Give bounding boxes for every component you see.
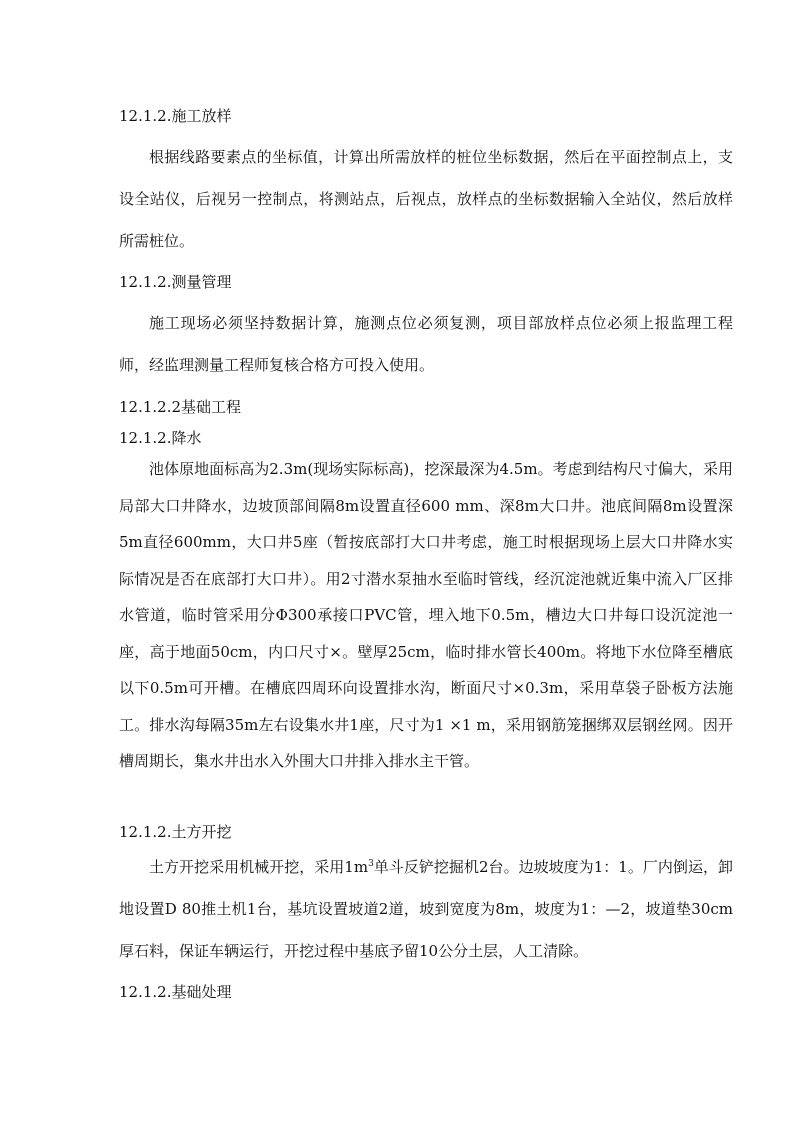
section-heading-foundation-treatment: 12.1.2.基础处理 [119,983,232,1001]
paragraph-dewatering: 池体原地面标高为2.3m(现场实际标高)，挖深最深为4.5m。考虑到结构尺寸偏大，采用局部大口井降水，边坡顶部间隔8m设置直径600 mm、深8m大口井。池底间隔8m设置深5m直径600mm，大口井5座（暂按底部打大口井考虑，施工时根据现场上层大口井降水实际情况是否在底部打大口井）。用2寸潜水泵抽水至临时管线，经沉淀池就近集中流入厂区排水管道，临时管采用分Φ300承接口PVC管，埋入地下0.5m，槽边大口井每口设沉淀池一座，高于地面50cm，内口尺寸×。壁厚25cm，临时排水管长400m。将地下水位降至槽底以下0.5m可开槽。在槽底四周环向设置排水沟，断面尺寸×0.3m，采用草袋子卧板方法施工。排水沟每隔35m左右设集水井1座，尺寸为1 ×1 m，采用钢筋笼捆绑双层钢丝网。因开槽周期长，集水井出水入外围大口井排入排水主干管。 [119,460,733,770]
section-heading-construction-layout: 12.1.2.施工放样 [119,107,232,125]
cubic-superscript: 3 [368,859,374,869]
paragraph-construction-layout: 根据线路要素点的坐标值，计算出所需放样的桩位坐标数据，然后在平面控制点上，支设全站仪，后视另一控制点，将测站点，后视点，放样点的坐标数据输入全站仪，然后放样所需桩位。 [119,148,733,250]
paragraph-earth-excavation [119,846,733,972]
section-heading-earth-excavation: 12.1.2.土方开挖 [119,823,232,841]
excavation-text-part2: 单斗反铲挖掘机2台。边坡坡度为1：1。厂内倒运，卸地设置D 80推土机1台，基坑设置坡道2道，坡到宽度为8m，坡度为1：—2，坡道垫30cm厚石料，保证车辆运行，开挖过程中基底予留10公分土层，人工清除。 [119,858,733,960]
section-heading-foundation-works: 12.1.2.2基础工程 [119,398,242,416]
excavation-text-part1: 土方开挖采用机械开挖，采用1m [149,858,369,876]
section-heading-dewatering: 12.1.2.降水 [119,429,202,447]
paragraph-survey-management: 施工现场必须坚持数据计算，施测点位必须复测，项目部放样点位必须上报监理工程师，经监理测量工程师复核合格方可投入使用。 [119,314,733,374]
section-heading-survey-management: 12.1.2.测量管理 [119,273,232,291]
